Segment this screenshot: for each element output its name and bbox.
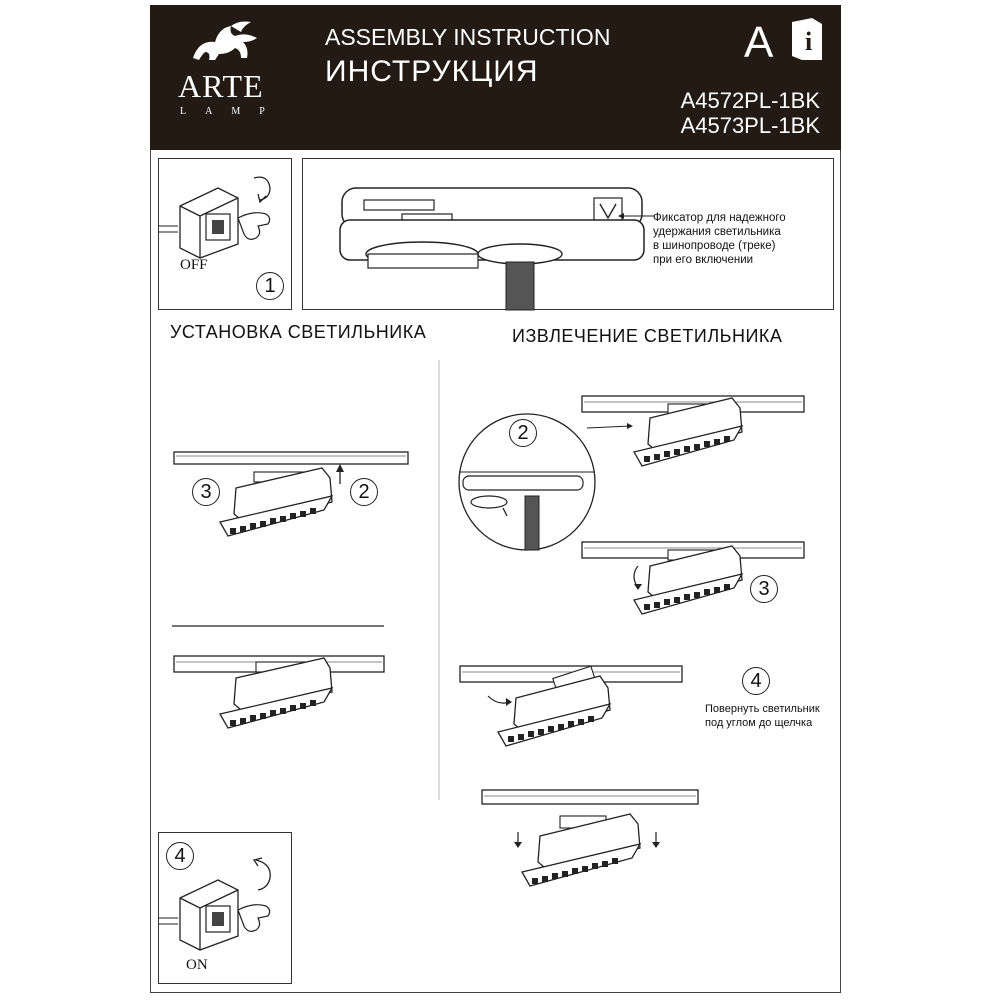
step-number-remove-4: 4 [742,667,770,695]
logo-subtitle: LAMP [180,106,284,117]
title-english: ASSEMBLY INSTRUCTION [325,24,611,50]
info-book-icon [790,16,824,62]
latch-note [653,211,786,267]
install-step-mounted [172,622,412,732]
turn-note-line-1: Повернуть светильник [705,703,820,715]
model-number-2: A4573PL-1BK [680,113,820,138]
language-mark: A [744,18,774,67]
off-label: OFF [180,257,208,273]
remove-section-title: ИЗВЛЕЧЕНИЕ СВЕТИЛЬНИКА [512,326,783,346]
step-number-4: 4 [166,842,194,870]
step-number-install-2: 2 [350,478,378,506]
turn-note-line-2: под углом до щелчка [705,717,813,729]
section-divider [438,360,440,800]
step-number-remove-3: 3 [750,575,778,603]
model-number-1: A4572PL-1BK [680,88,820,113]
latch-note-line-1: Фиксатор для надежного [653,212,786,224]
title-russian: ИНСТРУКЦИЯ [325,55,539,88]
removal-view-detached [480,786,700,896]
on-label: ON [186,957,208,973]
step-number-1: 1 [256,272,284,300]
switch-on-illustration [158,832,292,984]
removal-view-initial [580,390,810,480]
step-number-install-3: 3 [192,478,220,506]
svg-text:i: i [805,27,813,56]
latch-note-line-2: удержания светильника [653,226,781,238]
turn-note [705,702,820,730]
step-number-remove-2: 2 [509,419,537,447]
removal-view-turn [458,662,688,752]
latch-note-line-3: в шинопроводе (треке) [653,240,776,252]
install-section-title: УСТАНОВКА СВЕТИЛЬНИКА [170,322,427,342]
logo-wordmark: ARTE [178,68,264,104]
griffin-logo-icon [185,18,270,68]
latch-note-line-4: при его включении [653,254,754,266]
